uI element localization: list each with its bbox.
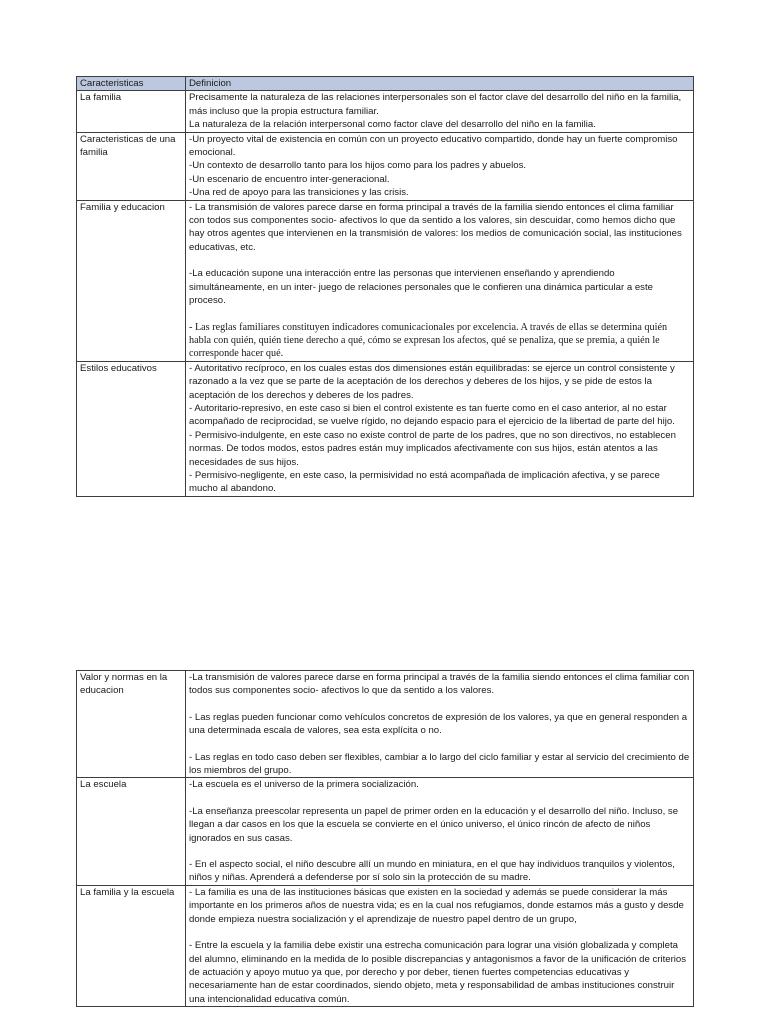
paragraph: -Una red de apoyo para las transiciones y las crisis.: [189, 187, 409, 199]
table-row: [77, 885, 694, 1006]
table-row: [77, 778, 694, 885]
paragraph: -La enseñanza preescolar representa un papel de primer orden en la educación y el desarrollo del niño. Incluso, se llegan a dar casos en los que la escuela se convierte en el único universo, el único rincón de afecto de niños ignorados en sus casas.: [189, 805, 679, 844]
paragraph: - Autoritario-represivo, en este caso si bien el control existente es tan fuerte como en el caso anterior, al no estar acompañado de reciprocidad, se vuelve rígido, no dejando espacio para el ejercicio de la libertad de parte del hijo.: [189, 402, 675, 428]
paragraph: - Entre la escuela y la familia debe existir una estrecha comunicación para lograr una visión globalizada y completa del alumno, eliminando en la medida de lo posible discrepancias y antagonismos a favor de la unificación de criterios de actuación y apoyo mutuo ya que, por derecho y por deber, tienen fuertes competencias educativas y necesariamente han de estar coordinados, siendo objeto, meta y responsabilidad de ambas instituciones construir una intencionalidad educativa común.: [189, 940, 687, 1005]
paragraph: -Un escenario de encuentro inter-generacional.: [189, 173, 390, 185]
paragraph: Precisamente la naturaleza de las relaciones interpersonales son el factor clave del desarrollo del niño en la familia, más incluso que la propia estructura familiar.: [189, 92, 682, 117]
paragraph: -La transmisión de valores parece darse en forma principal a través de la familia siendo entonces el clima familiar con todos sus componentes socio- afectivos lo que da sentido a los valores.: [189, 672, 690, 697]
row-definition: [186, 778, 694, 885]
paragraph: - Las reglas familiares constituyen indicadores comunicacionales por excelencia. A través de ellas se determina quién habla con quién, quién tiene derecho a qué, cómo se expresan los afectos, qué se penaliza, que se premia, a quién le corresponde hacer qué.: [189, 321, 668, 360]
table-header-row: [77, 77, 694, 91]
paragraph: - Permisivo-negligente, en este caso, la permisividad no está acompañada de implicación afectiva, y se parece mucho al abandono.: [189, 469, 660, 495]
row-definition: [186, 132, 694, 200]
row-definition: [186, 885, 694, 1006]
row-definition: [186, 361, 694, 496]
row-label: Caracteristicas de una familia: [77, 132, 186, 200]
table-row: [77, 132, 694, 200]
characteristics-table: [76, 76, 694, 497]
row-definition: [186, 200, 694, 361]
row-label: La escuela: [77, 778, 186, 885]
paragraph: -Un proyecto vital de existencia en común con un proyecto educativo compartido, donde hay un fuerte compromiso emocional.: [189, 133, 678, 159]
paragraph: - La transmisión de valores parece darse en forma principal a través de la familia siendo entonces el clima familiar con todos sus componentes socio- afectivos lo que da sentido a los valores, sin descuidar, como hemos dicho que hay otros agentes que intervienen en la transmisión de valores: los medios de comunicación social, las instituciones educativas, etc.: [189, 201, 682, 253]
paragraph: - Las reglas en todo caso deben ser flexibles, cambiar a lo largo del ciclo familiar y estar al servicio del crecimiento de los miembros del grupo.: [189, 751, 690, 777]
table-row: [77, 91, 694, 132]
paragraph: - Autoritativo recíproco, en los cuales estas dos dimensiones están equilibradas: se ejerce un control consistente y razonado a la vez que se parte de la aceptación de los derechos y deberes de los hijos, y se pide de estos la aceptación de los derechos y deberes de los padres.: [189, 362, 675, 401]
row-definition: [186, 671, 694, 778]
header-definicion: Definicion: [186, 77, 694, 91]
paragraph: La naturaleza de la relación interpersonal como factor clave del desarrollo del niño en la familia.: [189, 119, 596, 131]
header-caracteristicas: Caracteristicas: [77, 77, 186, 91]
paragraph: - La familia es una de las instituciones básicas que existen en la sociedad y además se puede considerar la más importante en los primeros años de nuestra vida; es en la cual nos refugiamos, donde estamos más a gusto y desde donde empieza nuestra socialización y el aprendizaje de nuestro papel dentro de un grupo,: [189, 886, 684, 925]
paragraph: -La educación supone una interacción entre las personas que intervienen enseñando y aprendiendo simultáneamente, en un inter- juego de relaciones personales que le confieren una dinámica particular a este proceso.: [189, 268, 653, 307]
paragraph: - Permisivo-indulgente, en este caso no existe control de parte de los padres, que no son directivos, no establecen normas. De todos modos, estos padres están muy implicados afectivamente con sus hijos, están atentos a las necesidades de sus hijos.: [189, 429, 676, 468]
paragraph: -La escuela es el universo de la primera socialización.: [189, 779, 419, 791]
row-label: Estilos educativos: [77, 361, 186, 496]
row-label: La familia: [77, 91, 186, 132]
row-definition: [186, 91, 694, 132]
table-row: [77, 361, 694, 496]
paragraph: - Las reglas pueden funcionar como vehículos concretos de expresión de los valores, ya que en general responden a una determinada escala de valores, sea esta explícita o no.: [189, 711, 688, 737]
table-row: [77, 671, 694, 778]
paragraph: -Un contexto de desarrollo tanto para los hijos como para los padres y abuelos.: [189, 160, 527, 172]
paragraph: - En el aspecto social, el niño descubre allí un mundo en miniatura, en el que hay individuos tranquilos y violentos, niños y niñas. Aprenderá a defenderse por sí solo sin la protección de su madre.: [189, 859, 675, 884]
row-label: Familia y educacion: [77, 200, 186, 361]
values-school-table: [76, 670, 694, 1007]
table-row: [77, 200, 694, 361]
row-label: La familia y la escuela: [77, 885, 186, 1006]
row-label: Valor y normas en la educacion: [77, 671, 186, 778]
